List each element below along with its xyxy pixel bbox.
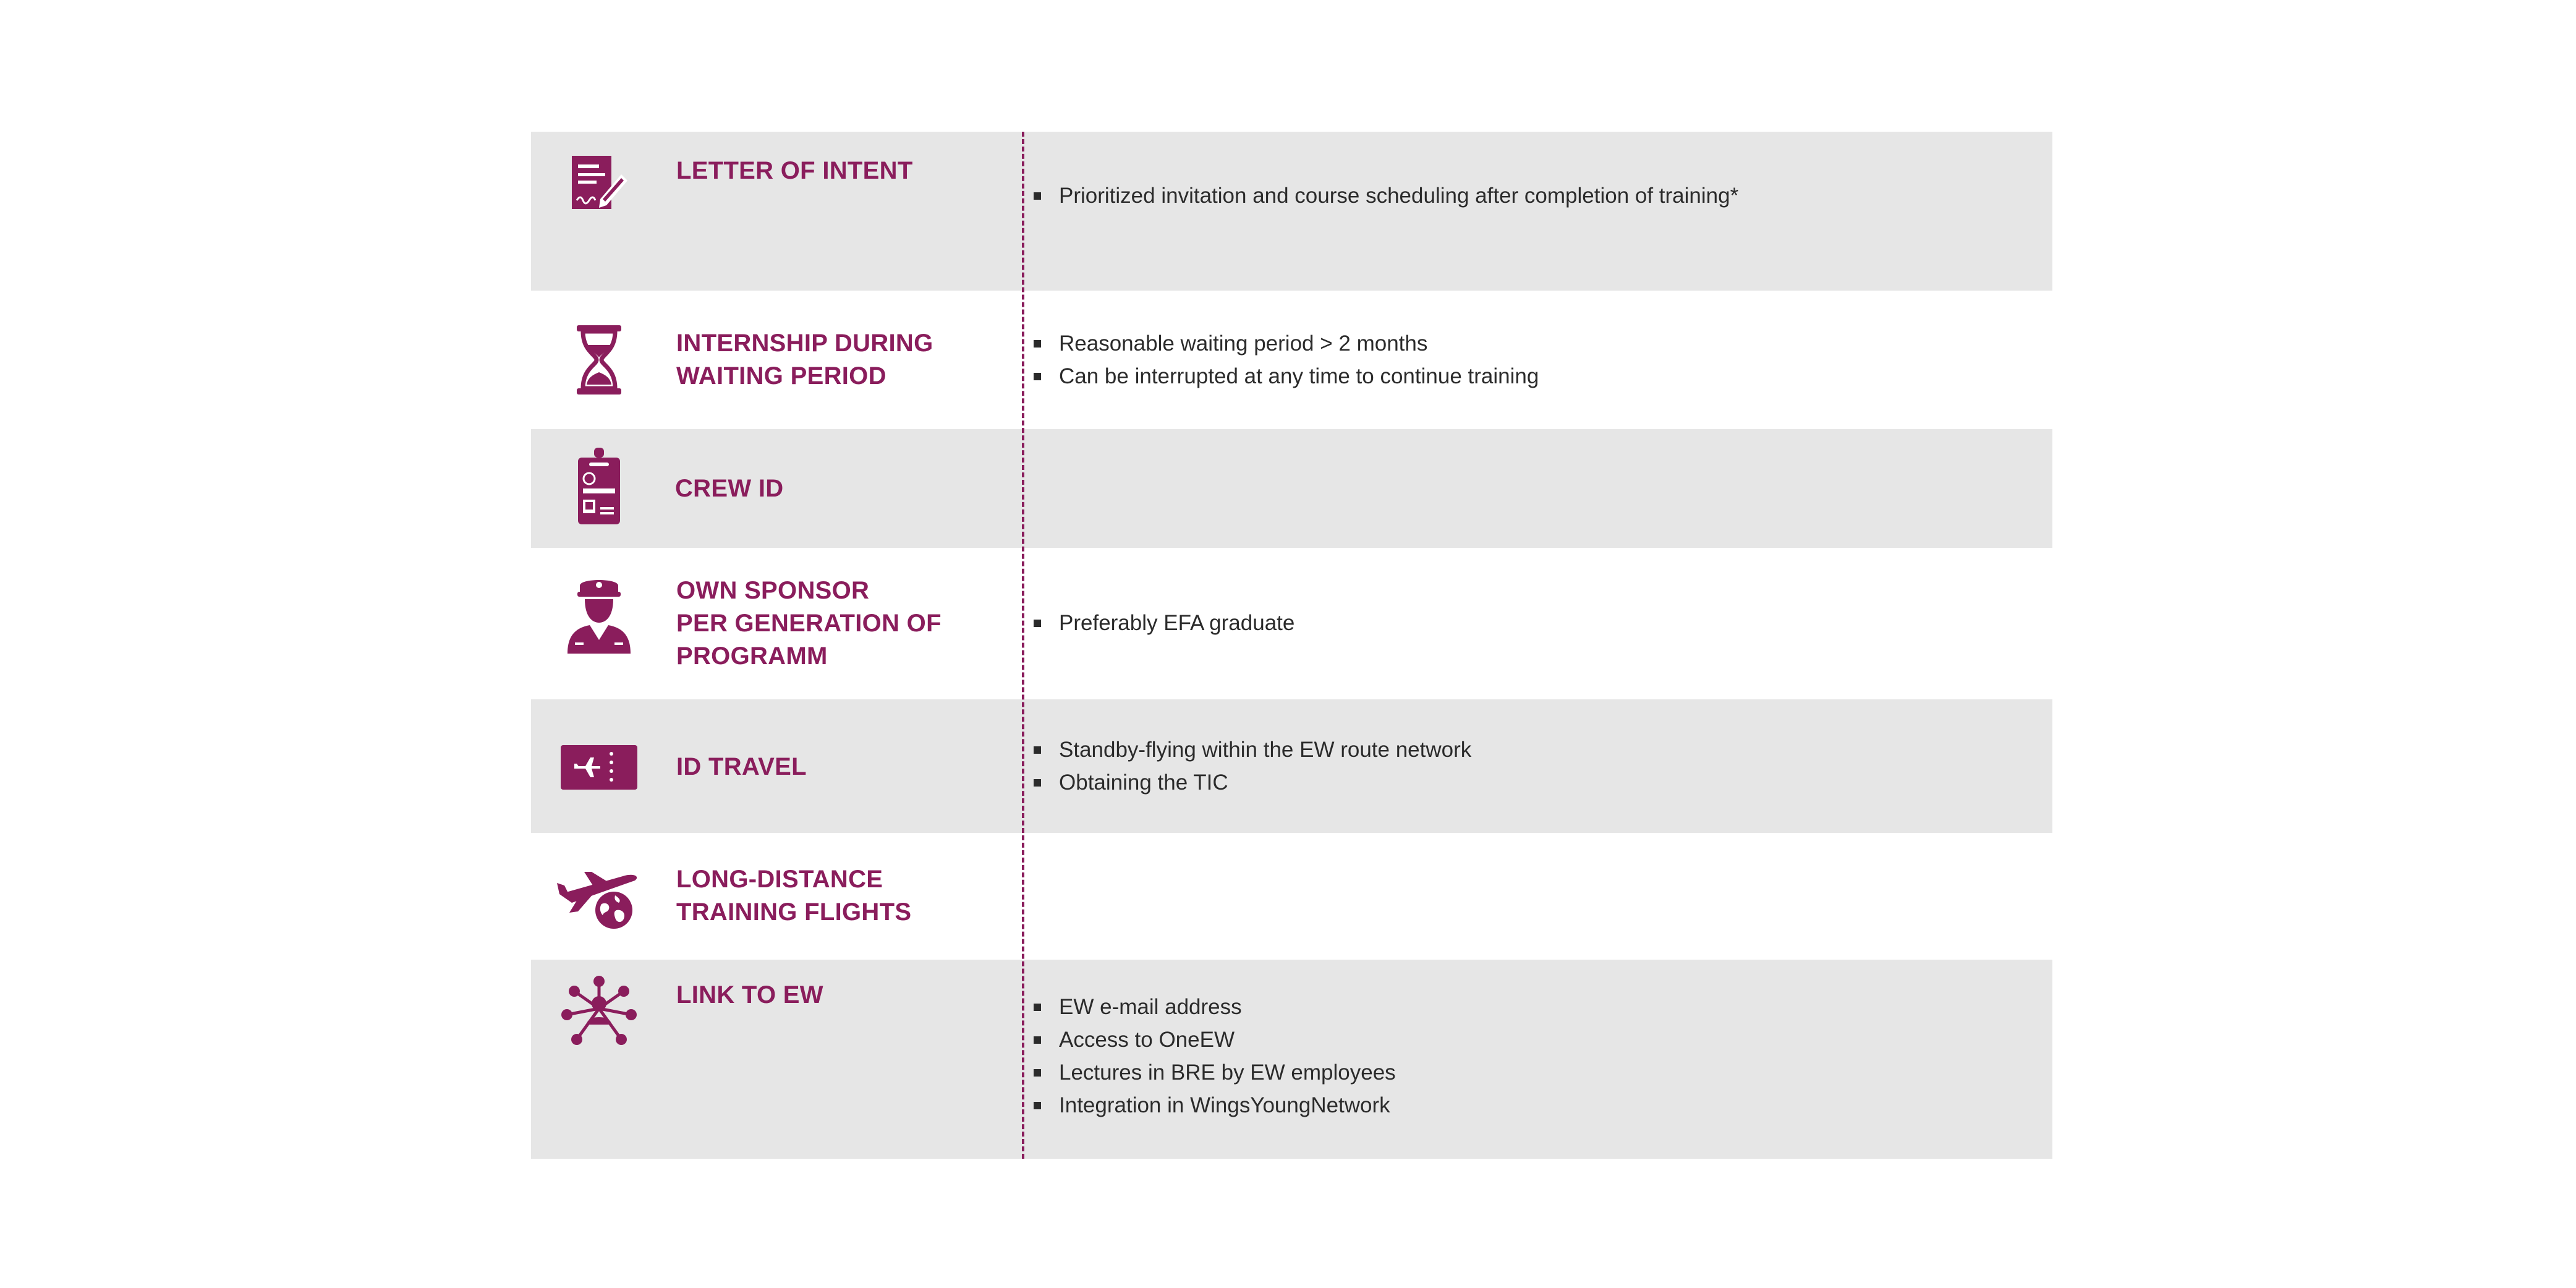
benefit-title: LETTER OF INTENT	[676, 157, 913, 184]
list-item: Standby-flying within the EW route network	[1059, 733, 1471, 766]
benefit-details	[1059, 733, 1471, 799]
list-item: Obtaining the TIC	[1059, 766, 1471, 799]
list-item: Prioritized invitation and course scheduling after completion of training*	[1059, 179, 1738, 212]
benefit-row-internship	[531, 291, 2052, 429]
benefit-row-own-sponsor	[531, 548, 2052, 699]
plane-globe-icon	[556, 856, 642, 937]
list-item: Reasonable waiting period > 2 months	[1059, 327, 1539, 360]
id-badge-icon	[556, 446, 642, 527]
list-item: Integration in WingsYoungNetwork	[1059, 1089, 1396, 1122]
benefit-title: INTERNSHIP DURING WAITING PERIOD	[676, 330, 933, 390]
list-item: Preferably EFA graduate	[1059, 607, 1294, 639]
list-item: Lectures in BRE by EW employees	[1059, 1056, 1396, 1089]
column-divider	[1022, 132, 1024, 1159]
benefit-title: ID TRAVEL	[676, 753, 807, 780]
hourglass-icon	[556, 320, 642, 400]
benefit-title: LONG-DISTANCE TRAINING FLIGHTS	[676, 866, 912, 926]
list-item: EW e-mail address	[1059, 991, 1396, 1023]
network-icon	[556, 972, 642, 1052]
benefit-details	[1059, 607, 1294, 639]
benefit-details	[1059, 991, 1396, 1122]
list-item: Access to OneEW	[1059, 1023, 1396, 1056]
plane-ticket-icon	[556, 727, 642, 808]
pilot-icon	[556, 575, 642, 655]
benefit-row-long-distance	[531, 833, 2052, 960]
list-item: Can be interrupted at any time to continue training	[1059, 360, 1539, 393]
benefit-details	[1059, 179, 1738, 212]
benefit-title: OWN SPONSOR PER GENERATION OF PROGRAMM	[676, 577, 942, 670]
benefit-title: LINK TO EW	[676, 981, 823, 1009]
benefits-table	[531, 132, 2052, 1159]
benefit-row-id-travel	[531, 699, 2052, 833]
benefit-row-letter-of-intent	[531, 132, 2052, 291]
benefit-details	[1059, 327, 1539, 393]
benefit-row-link-to-ew	[531, 960, 2052, 1159]
letter-signature-icon	[556, 144, 642, 224]
benefit-title: CREW ID	[675, 475, 784, 502]
benefit-row-crew-id	[531, 429, 2052, 548]
